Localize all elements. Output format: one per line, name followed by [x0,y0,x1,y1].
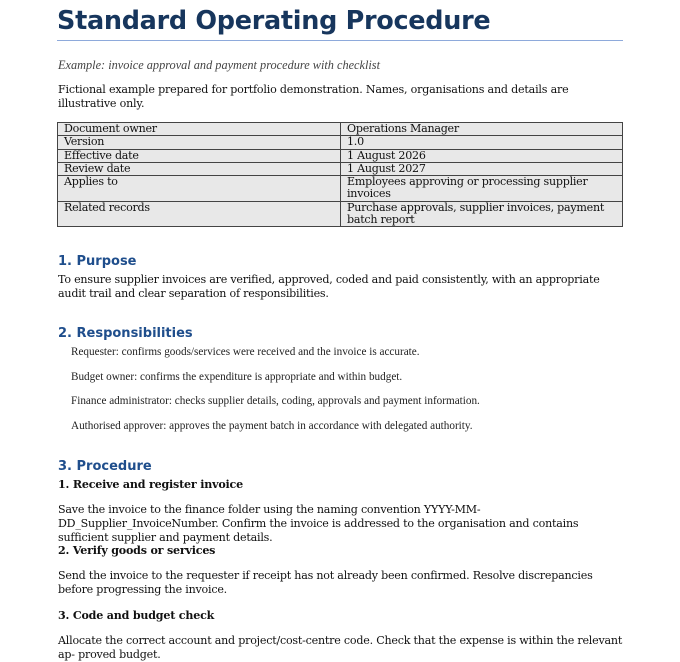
table-row [58,176,623,202]
meta-key: Related records [58,201,341,227]
meta-key: Effective date [58,149,341,162]
responsibility-item: Requester: confirms goods/services were received and the invoice is accurate. [71,346,420,358]
procedure-heading: 3. Procedure [58,459,152,474]
purpose-heading: 1. Purpose [58,254,137,269]
meta-value: 1.0 [341,136,623,149]
procedure-step-title: 1. Receive and register invoice [58,478,243,491]
procedure-step-text: Allocate the correct account and project/cost-centre code. Check that the expense is within the relevant ap- proved budget. [58,634,623,661]
procedure-step-text: Send the invoice to the requester if receipt has not already been confirmed. Resolve discrepancies before progressing the invoice. [58,569,593,596]
responsibility-item: Budget owner: confirms the expenditure is appropriate and within budget. [71,371,403,383]
meta-value: Employees approving or processing supplier invoices [341,176,623,202]
title-rule [57,40,623,41]
meta-value: Operations Manager [341,123,623,136]
meta-key: Version [58,136,341,149]
meta-value: Purchase approvals, supplier invoices, payment batch report [341,201,623,227]
document-metadata-table [57,122,623,227]
intro-paragraph: Fictional example prepared for portfolio demonstration. Names, organisations and details are illustrative only. [58,83,569,110]
document-title: Standard Operating Procedure [57,6,491,36]
table-row [58,162,623,175]
meta-value: 1 August 2027 [341,162,623,175]
procedure-step-text: Save the invoice to the finance folder using the naming convention YYYY-MM-DD_Supplier_InvoiceNumber. Confirm the invoice is addressed to the organisation and contains sufficient supplier and payment details. [58,503,579,544]
table-row [58,201,623,227]
document-subtitle: Example: invoice approval and payment procedure with checklist [58,58,381,72]
table-row [58,149,623,162]
responsibility-item: Authorised approver: approves the payment batch in accordance with delegated authority. [71,420,473,432]
purpose-text: To ensure supplier invoices are verified, approved, coded and paid consistently, with an appropriate audit trail and clear separation of responsibilities. [58,273,600,300]
meta-key: Document owner [58,123,341,136]
responsibility-item: Finance administrator: checks supplier details, coding, approvals and payment information. [71,395,480,407]
meta-key: Applies to [58,176,341,202]
meta-value: 1 August 2026 [341,149,623,162]
responsibilities-heading: 2. Responsibilities [58,326,193,341]
table-row [58,136,623,149]
procedure-step-title: 3. Code and budget check [58,609,215,622]
meta-key: Review date [58,162,341,175]
procedure-step-title: 2. Verify goods or services [58,544,216,557]
table-row [58,123,623,136]
